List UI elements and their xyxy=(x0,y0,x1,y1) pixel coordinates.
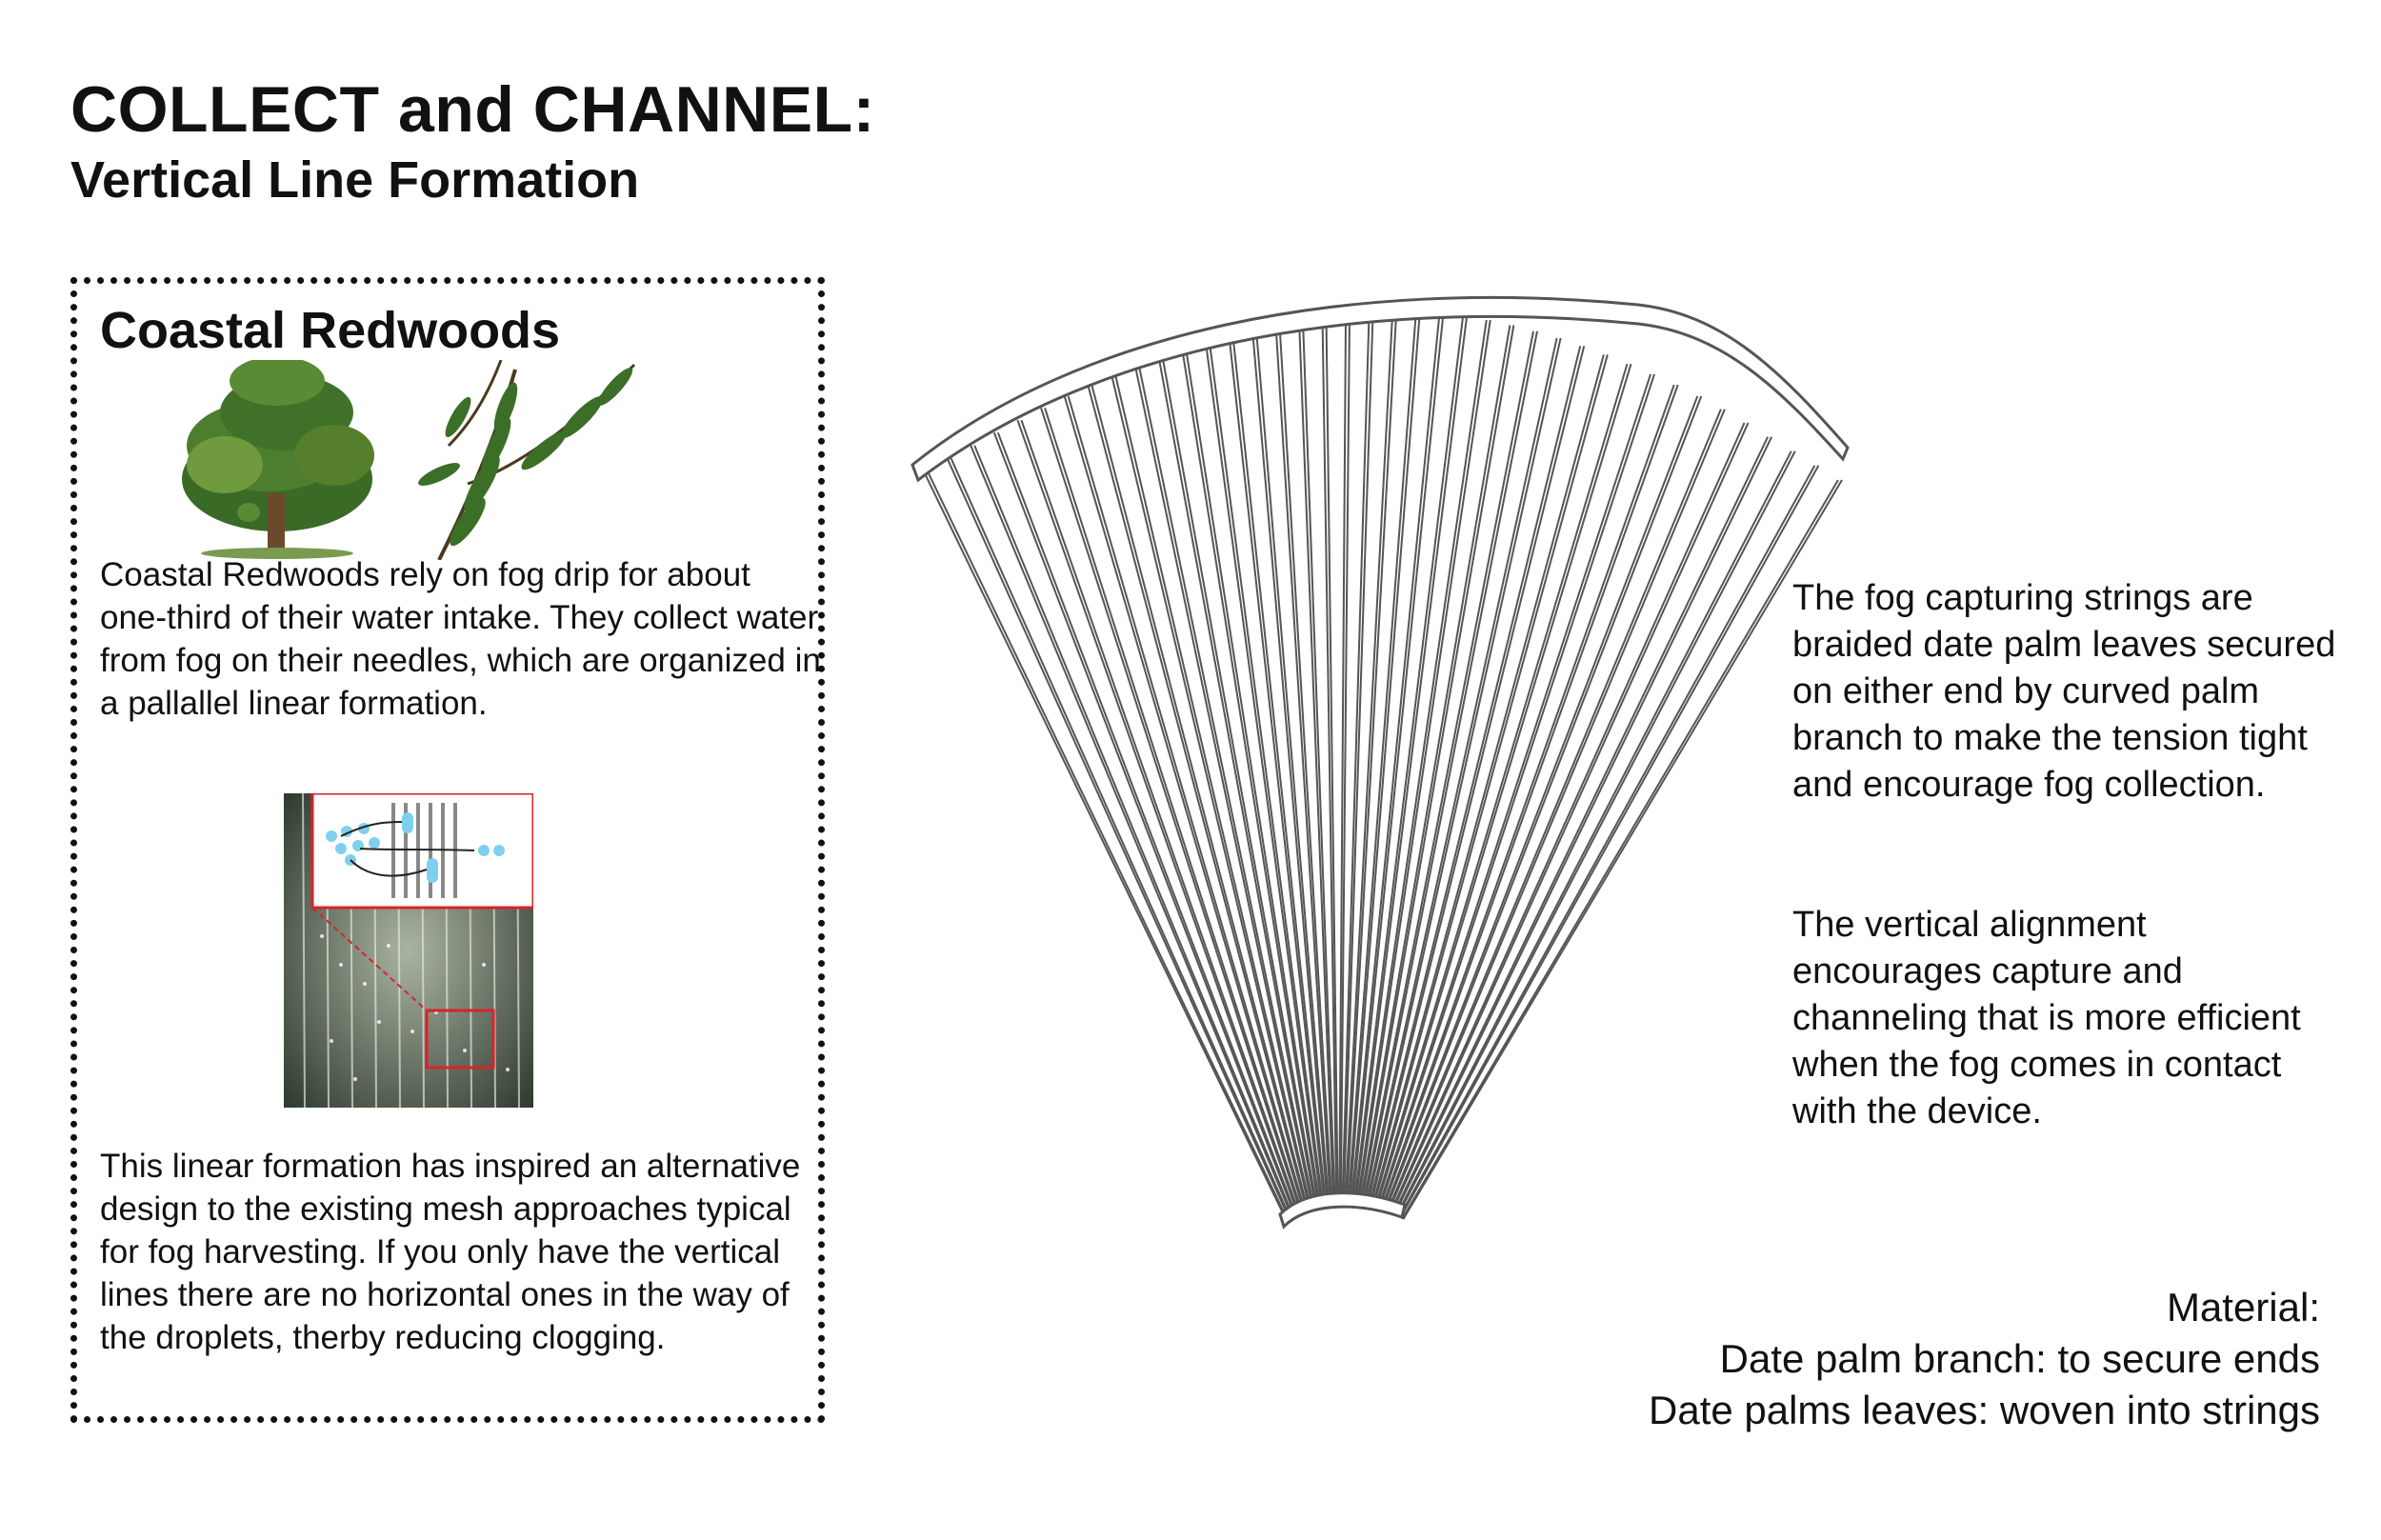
material-list xyxy=(1649,1282,2320,1436)
fog-string xyxy=(1017,420,1297,1213)
material-title: Material: xyxy=(2166,1285,2320,1330)
alignment-description: The vertical alignment encourages capture and channeling that is more efficient when the fog comes in contact with the device. xyxy=(1792,905,2301,1131)
fog-string xyxy=(970,446,1291,1216)
fog-string xyxy=(1378,374,1651,1209)
page-subtitle: Vertical Line Formation xyxy=(70,151,640,209)
fog-string xyxy=(928,471,1288,1219)
fog-harvester-sketch xyxy=(905,276,1876,1248)
fog-string xyxy=(1370,346,1581,1206)
fog-string xyxy=(1186,346,1320,1206)
fog-string xyxy=(1390,423,1744,1213)
fog-string xyxy=(1396,451,1791,1216)
panel-heading: Coastal Redwoods xyxy=(100,302,561,359)
material-item-branch: Date palm branch: to secure ends xyxy=(1719,1336,2320,1381)
fog-string xyxy=(1376,364,1631,1208)
redwoods-description: Coastal Redwoods rely on fog drip for about one-third of their water intake. They collect water from fog on their needles, which are organized in a pallallel linear formation. xyxy=(100,556,821,722)
redwoods-panel xyxy=(70,277,825,1423)
fog-string xyxy=(1375,364,1628,1208)
fog-string xyxy=(1397,451,1795,1216)
fog-string xyxy=(1041,408,1301,1212)
fog-string xyxy=(1365,331,1537,1205)
page-title: COLLECT and CHANNEL: xyxy=(70,73,875,146)
fog-string xyxy=(1386,396,1702,1211)
fog-string xyxy=(998,432,1296,1214)
fog-string xyxy=(924,471,1286,1219)
fog-string xyxy=(994,432,1295,1214)
fog-string xyxy=(1394,437,1771,1215)
redwood-image xyxy=(182,360,649,560)
droplet-micrograph-image xyxy=(284,793,533,1108)
fog-string xyxy=(1360,325,1510,1203)
fog-string xyxy=(1391,423,1749,1213)
bottom-palm-branch xyxy=(1280,1193,1405,1227)
fog-string xyxy=(1381,385,1674,1210)
strings-description: The fog capturing strings are braided date palm leaves secured on either end by curved palm branch to make the tension tight and encourage fog collection. xyxy=(1792,578,2336,805)
design-inspiration-text: This linear formation has inspired an alternative design to the existing mesh approaches typical for fog harvesting. If you only have the vertical lines there are no horizontal ones in the way of the droplets, therby reducing clogging. xyxy=(100,1148,801,1356)
fog-string xyxy=(1091,385,1308,1210)
material-item-leaves: Date palms leaves: woven into strings xyxy=(1649,1388,2320,1432)
